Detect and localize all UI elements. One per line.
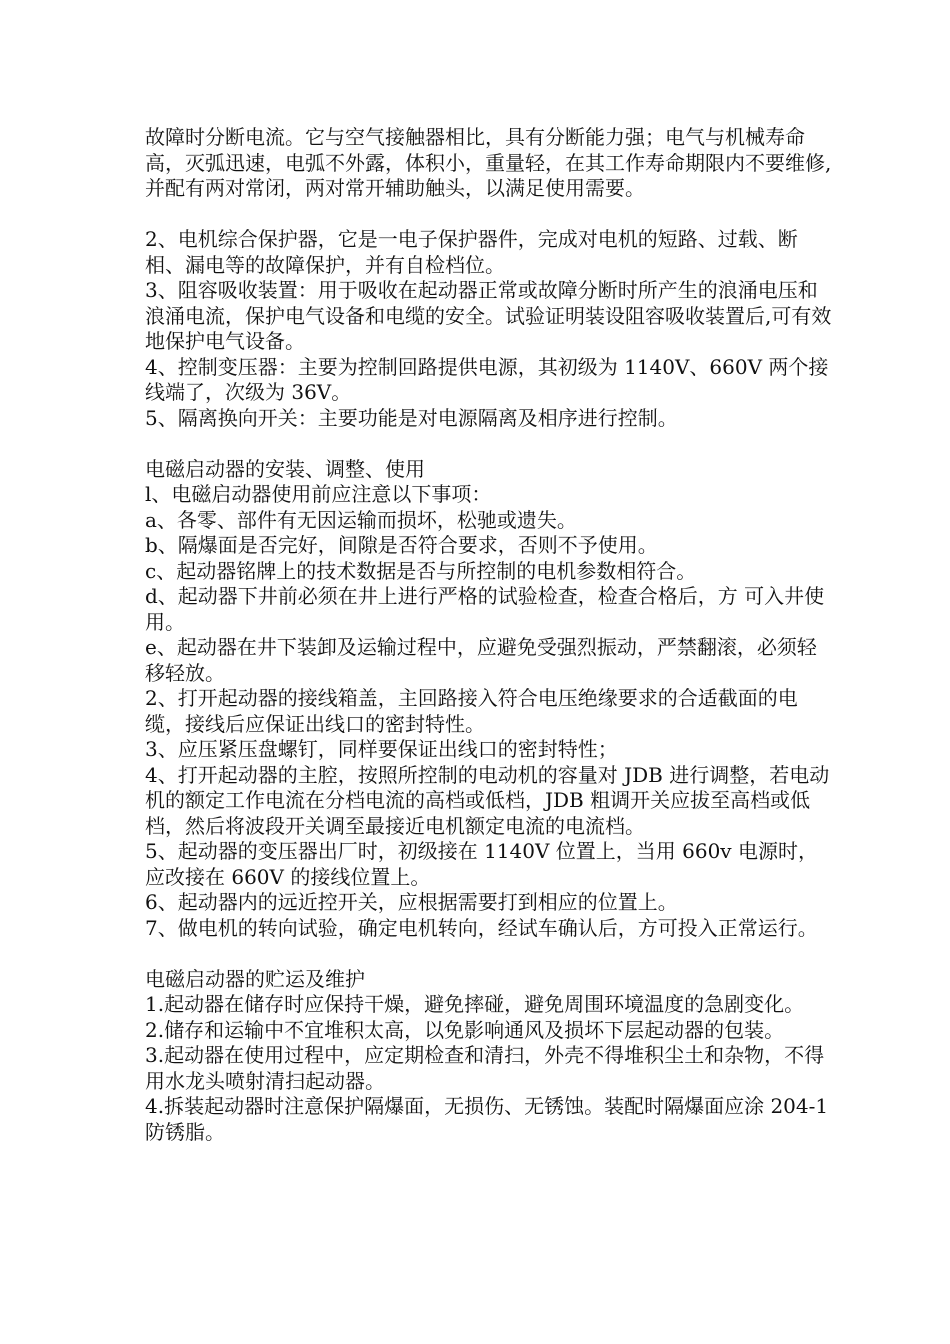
paragraph-item-a: a、各零、部件有无因运输而损坏，松驰或遗失。 xyxy=(145,507,577,532)
paragraph-item-b: b、隔爆面是否完好，间隙是否符合要求，否则不予使用。 xyxy=(145,533,658,557)
paragraph-step-3: 3、应压紧压盘螺钉，同样要保证出线口的密封特性； xyxy=(145,737,618,761)
section-heading-storage: 电磁启动器的贮运及维护 xyxy=(145,966,365,991)
document-body xyxy=(145,125,835,1145)
paragraph-rc-absorber: 3、阻容吸收装置：用于吸收在起动器正常或故障分断时所产生的浪涌电压和浪涌电流，保护电气设备和电缆的安全。试验证明装设阻容吸收装置后,可有效地保护电气设备。 xyxy=(145,278,832,353)
paragraph-step-4: 4、打开起动器的主腔，按照所控制的电动机的容量对 JDB 进行调整，若电动机的额定工作电流在分档电流的高档或低档，JDB 粗调开关应拔至高档或低档，然后将波段开关调至最接近电机额定电流的电流档。 xyxy=(145,762,830,838)
paragraph-step-7: 7、做电机的转向试验，确定电机转向，经试车确认后，方可投入正常运行。 xyxy=(145,915,818,940)
paragraph-storage-1: 1.起动器在储存时应保持干燥，避免摔碰，避免周围环境温度的急剧变化。 xyxy=(145,992,805,1016)
paragraph-protector: 2、电机综合保护器，它是一电子保护器件，完成对电机的短路、过载、断相、漏电等的故障保护，并有自检档位。 xyxy=(145,227,798,277)
paragraph-storage-4: 4.拆装起动器时注意保护隔爆面，无损伤、无锈蚀。装配时隔爆面应涂 204-1 防锈脂。 xyxy=(145,1094,829,1144)
paragraph-step-2: 2、打开起动器的接线箱盖，主回路接入符合电压绝缘要求的合适截面的电缆，接线后应保证出线口的密封特性。 xyxy=(145,686,798,736)
paragraph-transformer: 4、控制变压器：主要为控制回路提供电源，其初级为 1140V、660V 两个接线端了，次级为 36V。 xyxy=(145,354,829,404)
paragraph-intro: 故障时分断电流。它与空气接触器相比，具有分断能力强；电气与机械寿命高，灭弧迅速，电弧不外露，体积小，重量轻，在其工作寿命期限内不要维修,并配有两对常闭，两对常开辅助触头，以满足使用需要。 xyxy=(145,125,832,200)
paragraph-storage-2: 2.储存和运输中不宜堆积太高，以免影响通风及损坏下层起动器的包装。 xyxy=(145,1017,785,1042)
paragraph-item-d: d、起动器下井前必须在井上进行严格的试验检查，检查合格后，方 可入井使用。 xyxy=(145,584,825,634)
paragraph-gap xyxy=(145,431,835,457)
paragraph-isolation-switch: 5、隔离换向开关：主要功能是对电源隔离及相序进行控制。 xyxy=(145,405,678,430)
paragraph-precautions: l、电磁启动器使用前应注意以下事项： xyxy=(145,482,492,506)
paragraph-item-e: e、起动器在井下装卸及运输过程中，应避免受强烈振动，严禁翻滚，必须轻移轻放。 xyxy=(145,635,817,685)
paragraph-storage-3: 3.起动器在使用过程中，应定期检查和清扫，外壳不得堆积尘土和杂物，不得用水龙头喷射清扫起动器。 xyxy=(145,1043,825,1093)
paragraph-gap xyxy=(145,202,835,228)
paragraph-step-5: 5、起动器的变压器出厂时，初级接在 1140V 位置上，当用 660v 电源时，应改接在 660V 的接线位置上。 xyxy=(145,839,818,889)
paragraph-item-c: c、起动器铭牌上的技术数据是否与所控制的电机参数相符合。 xyxy=(145,558,697,583)
paragraph-step-6: 6、起动器内的远近控开关，应根据需要打到相应的位置上。 xyxy=(145,890,678,914)
paragraph-gap xyxy=(145,941,835,967)
section-heading-install: 电磁启动器的安装、调整、使用 xyxy=(145,456,425,481)
